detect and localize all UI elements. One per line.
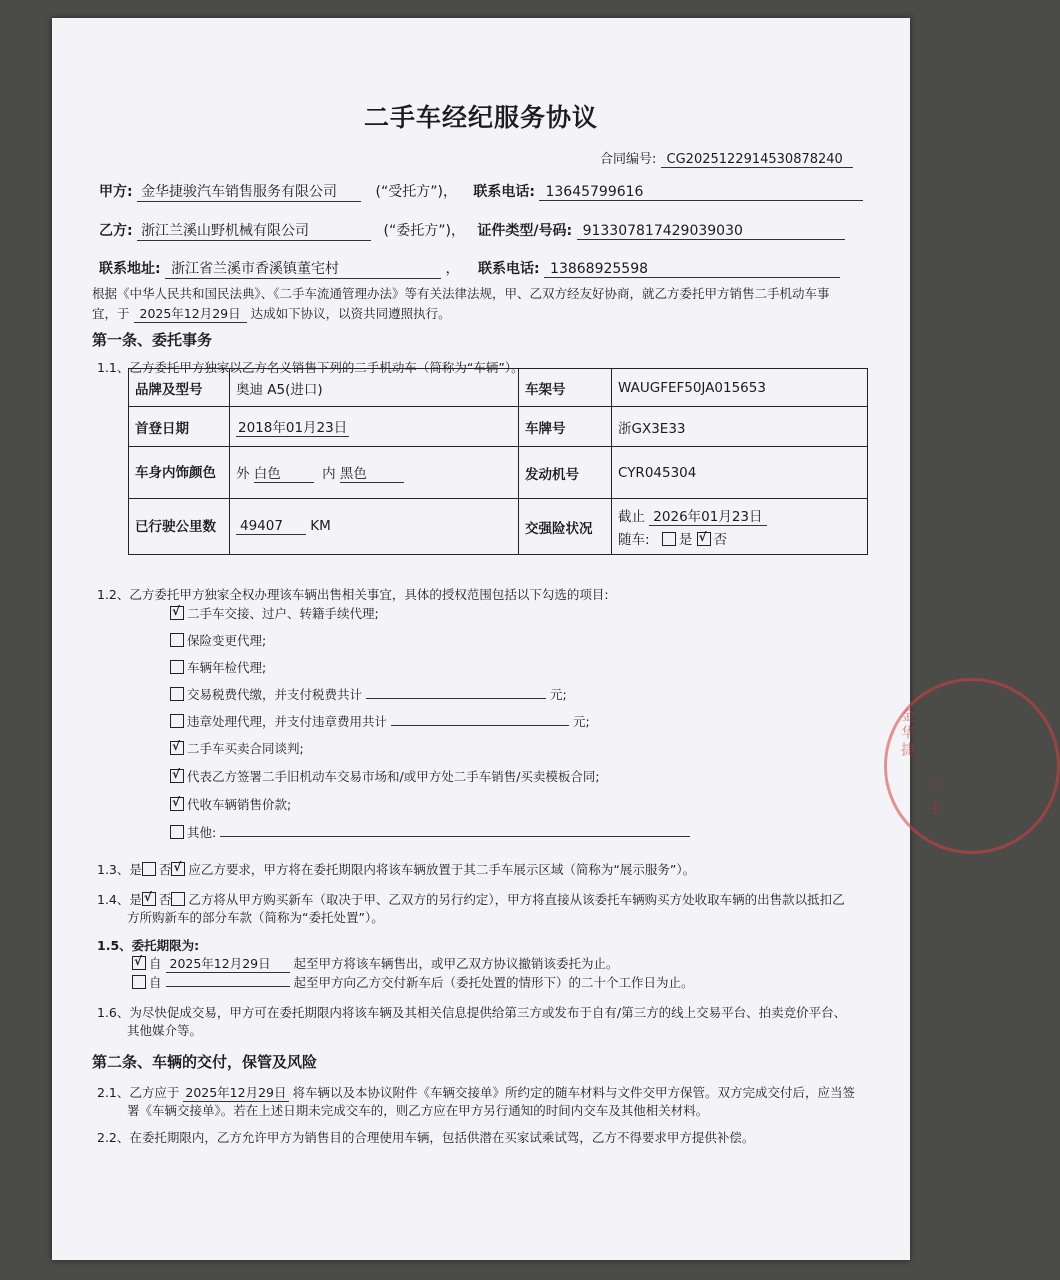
auth-item: √二手车交接、过户、转籍手续代理; [170,604,379,622]
table-row [129,499,868,555]
auth-item: √代表乙方签署二手旧机动车交易市场和/或甲方处二手车销售/买卖模板合同; [170,767,600,785]
clause-1-1: 1.1、乙方委托甲方独家以乙方名义销售下列的二手机动车（简称为“车辆”）。 [97,360,524,375]
preamble-line-1: 根据《中华人民共和国民法典》、《二手车流通管理办法》等有关法律法规，甲、乙双方经友好协商，就乙方委托甲方销售二手机动车事 [92,286,830,301]
mileage-value: 49407 [236,518,306,535]
clause-1-3-yes[interactable] [142,862,156,876]
brand-label: 品牌及型号 [129,369,230,407]
interior-color: 黑色 [340,462,404,483]
clause-2-1: 2.1、乙方应于 2025年12月29日 将车辆以及本协议附件《车辆交接单》所约定的随车材料与文件交甲方保管。双方完成交付后，应当签 [97,1085,855,1100]
auth-item: √二手车买卖合同谈判; [170,739,304,757]
auth-item: 交易税费代缴，并支付税费共计 元; [170,685,567,703]
document-title: 二手车经纪服务协议 [363,103,598,132]
auth-item: 车辆年检代理; [170,658,266,676]
auth-checkbox[interactable] [170,714,184,728]
table-row [129,447,868,499]
engine-value: CYR045304 [612,447,868,499]
party-b-address-row: 联系地址: 浙江省兰溪市香溪镇董宅村 ， 联系电话: 13868925598 [99,258,840,279]
other-blank [220,824,690,837]
clause-1-6-line-2: 其他媒介等。 [127,1023,203,1038]
clause-1-4-no[interactable] [171,892,185,906]
clause-1-2-intro: 1.2、乙方委托甲方独家全权办理该车辆出售相关事宜，具体的授权范围包括以下勾选的项目: [97,587,609,602]
auth-checkbox[interactable] [170,606,184,620]
color-value: 外 白色 内 黑色 [230,447,519,499]
insurance-until: 2026年01月23日 [649,505,766,526]
auth-checkbox[interactable] [170,741,184,755]
insurance-label: 交强险状况 [519,499,612,555]
term-checkbox[interactable] [132,975,146,989]
engine-label: 发动机号 [519,447,612,499]
reg-date-value: 2018年01月23日 [236,416,349,437]
party-b-address: 浙江省兰溪市香溪镇董宅村 [165,258,441,279]
seal-text: 金华捷 [899,708,915,759]
plate-value: 浙GX3E33 [612,407,868,447]
clause-2-2: 2.2、在委托期限内，乙方允许甲方为销售目的合理使用车辆，包括供潜在买家试乘试驾，乙方不得要求甲方提供补偿。 [97,1130,755,1145]
agreement-date: 2025年12月29日 [134,304,247,323]
table-row [129,407,868,447]
clause-1-3-no[interactable] [171,862,185,876]
term-start-date: 2025年12月29日 [166,954,290,973]
term-option-2: 自 起至甲方向乙方交付新车后（委托处置的情形下）的二十个工作日为止。 [132,973,694,991]
clause-2-1-line-2: 署《车辆交接单》。若在上述日期未完成交车的，则乙方应在甲方另行通知的时间内交车及其他相关材料。 [127,1103,709,1118]
vin-value: WAUGFEF50JA015653 [612,369,868,407]
auth-checkbox[interactable] [170,660,184,674]
auth-item: √代收车辆销售价款; [170,795,291,813]
auth-item: 保险变更代理; [170,631,266,649]
insurance-yes-checkbox[interactable] [662,532,676,546]
company-seal [884,678,1060,854]
party-a-phone: 13645799616 [539,184,863,201]
table-row [129,369,868,407]
insurance-no-checkbox[interactable] [697,532,711,546]
party-b-name: 浙江兰溪山野机械有限公司 [137,220,371,241]
party-b-row: 乙方: 浙江兰溪山野机械有限公司 (“委托方”)， 证件类型/号码: 913307817429039030 [99,220,845,241]
clause-1-4-line-2: 方所购新车的部分车款（简称为“委托处置”）。 [127,910,384,925]
mileage-cell: 49407 KM [230,499,519,555]
section-1-title: 第一条、委托事务 [92,331,213,349]
color-label: 车身内饰颜色 [129,447,230,499]
plate-label: 车牌号 [519,407,612,447]
auth-item: 违章处理代理，并支付违章费用共计 元; [170,712,590,730]
delivery-date: 2025年12月29日 [185,1085,287,1100]
auth-item: 其他: [170,823,690,841]
tax-amount-blank [366,686,546,699]
party-b-phone: 13868925598 [544,261,840,278]
clause-1-3: 1.3、是 否√ 应乙方要求，甲方将在委托期限内将该车辆放置于其二手车展示区域（简称为“展示服务”）。 [97,860,695,878]
contract-page [52,18,942,1260]
mileage-label: 已行驶公里数 [129,499,230,555]
auth-checkbox[interactable] [170,825,184,839]
vin-label: 车架号 [519,369,612,407]
clause-1-4-yes[interactable] [142,892,156,906]
term-start-blank [166,974,290,987]
reg-date-label: 首登日期 [129,407,230,447]
term-option-1: √自 2025年12月29日 起至甲方将该车辆售出，或甲乙双方协议撤销该委托为止。 [132,954,619,973]
contract-number-value: CG2025122914530878240 [661,152,853,168]
contract-number: 合同编号: CG2025122914530878240 [600,148,853,168]
party-a-name: 金华捷骏汽车销售服务有限公司 [137,181,361,202]
seal-text-2: 二手 [928,781,942,817]
term-checkbox[interactable] [132,956,146,970]
insurance-cell: 截止 2026年01月23日 随车: 是 √ 否 [612,499,868,555]
section-2-title: 第二条、车辆的交付，保管及风险 [92,1053,318,1071]
clause-1-6-line-1: 1.6、为尽快促成交易，甲方可在委托期限内将该车辆及其相关信息提供给第三方或发布于自有/第三方的线上交易平台、拍卖竞价平台、 [97,1005,847,1020]
auth-checkbox[interactable] [170,687,184,701]
clause-1-5-title: 1.5、委托期限为: [97,938,200,953]
clause-1-4: 1.4、是√ 否 乙方将从甲方购买新车（取决于甲、乙双方的另行约定），甲方将直接从该委托车辆购买方处收取车辆的出售款以抵扣乙 [97,890,845,908]
preamble-line-2: 宜，于 2025年12月29日 达成如下协议，以资共同遵照执行。 [92,306,451,321]
auth-checkbox[interactable] [170,769,184,783]
exterior-color: 白色 [254,462,314,483]
violation-amount-blank [391,713,569,726]
party-a-row: 甲方: 金华捷骏汽车销售服务有限公司 (“受托方”)， 联系电话: 13645799616 [99,181,863,202]
auth-checkbox[interactable] [170,633,184,647]
vehicle-table [128,368,868,555]
auth-checkbox[interactable] [170,797,184,811]
brand-value: 奥迪 A5(进口) [230,369,519,407]
party-b-id: 913307817429039030 [577,223,845,240]
